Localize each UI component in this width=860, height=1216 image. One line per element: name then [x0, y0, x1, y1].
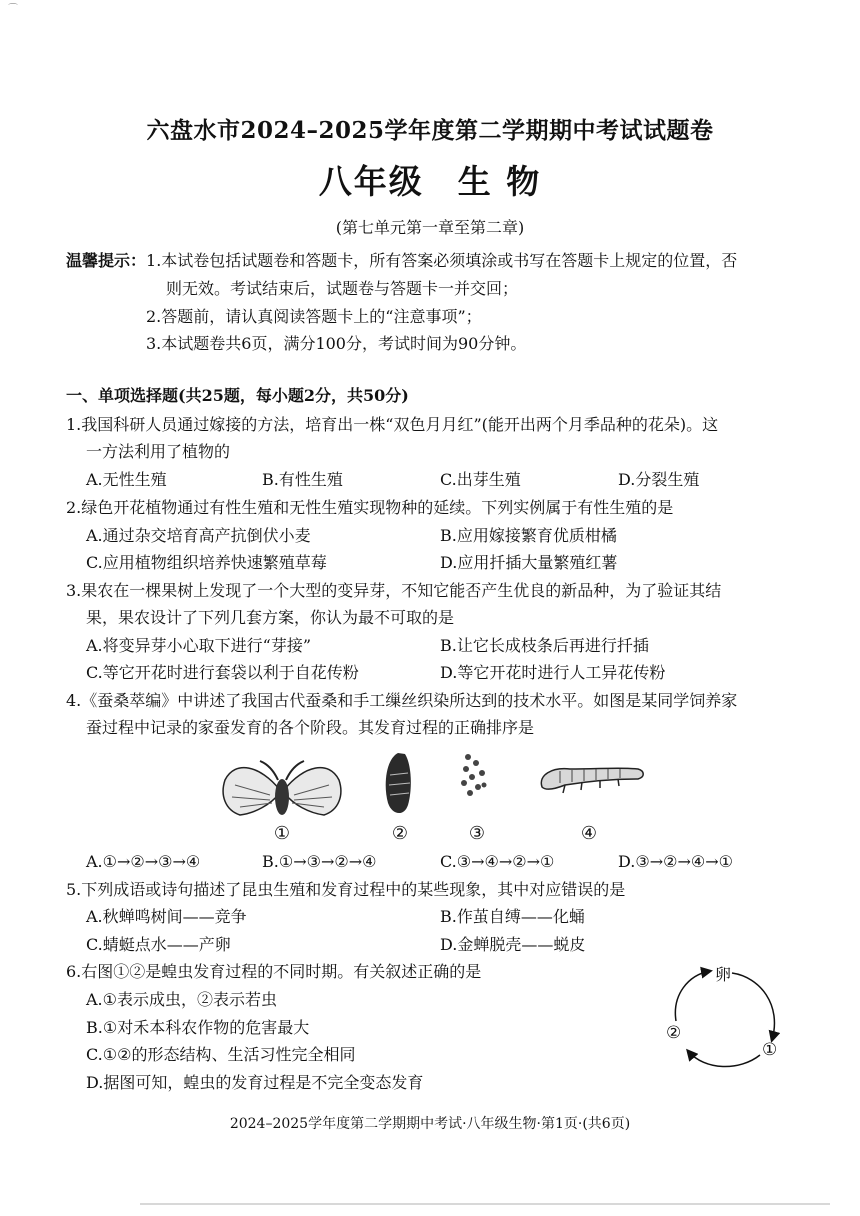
notes-item-2: 2.答题前，请认真阅读答题卡上的“注意事项”； — [146, 307, 482, 326]
arrow-1-to-2 — [688, 1051, 760, 1067]
q2-option-a: A.通过杂交培育高产抗倒伏小麦 — [86, 526, 311, 545]
q5-option-a: A.秋蝉鸣树间——竞争 — [86, 907, 247, 926]
notes-label: 温馨提示： — [66, 251, 147, 270]
grade-subject — [0, 156, 860, 203]
fig-label-1: ① — [273, 823, 291, 844]
notes-item-1a: 1.本试卷包括试题卷和答题卡，所有答案必须填涂或书写在答题卡上规定的位置，否 — [146, 251, 738, 270]
q4-option-c: C.③→④→②→① — [440, 852, 555, 871]
q5-option-b: B.作茧自缚——化蛹 — [440, 907, 585, 926]
q1-option-b: B.有性生殖 — [262, 470, 343, 489]
q4-stem-a: 4.《蚕桑萃编》中讲述了我国古代蚕桑和手工缫丝织染所达到的技术水平。如图是某同学饲养家 — [66, 691, 738, 710]
fig-label-3: ③ — [468, 823, 486, 844]
section-heading: 一、单项选择题(共25题，每小题2分，共50分) — [66, 386, 409, 405]
q5-option-d: D.金蝉脱壳——蜕皮 — [440, 935, 586, 954]
q2-option-c: C.应用植物组织培养快速繁殖草莓 — [86, 553, 327, 572]
arrow-egg-to-1 — [732, 973, 774, 1040]
q3-stem-a: 3.果农在一棵果树上发现了一个大型的变异芽，不知它能否产生优良的新品种，为了验证其结 — [66, 581, 722, 600]
q6-stem: 6.右图①②是蝗虫发育过程的不同时期。有关叙述正确的是 — [66, 962, 482, 981]
q1-stem-b: 一方法利用了植物的 — [86, 442, 231, 461]
q5-option-c: C.蜻蜓点水——产卵 — [86, 935, 231, 954]
q3-option-a: A.将变异芽小心取下进行“芽接” — [86, 636, 312, 655]
bottom-divider — [140, 1203, 830, 1205]
notes-line-1 — [66, 251, 737, 271]
q3-stem-b: 果，果农设计了下列几套方案，你认为最不可取的是 — [86, 608, 455, 627]
q5-stem: 5.下列成语或诗句描述了昆虫生殖和发育过程中的某些现象，其中对应错误的是 — [66, 880, 626, 899]
cycle-egg-label: 卵 — [715, 965, 732, 984]
notes-item-1b: 则无效。考试结束后，试题卷与答题卡一并交回； — [166, 279, 519, 298]
grade-label: 八年级 — [318, 162, 424, 201]
fig-label-2: ② — [391, 823, 409, 844]
q1-option-a: A.无性生殖 — [86, 470, 167, 489]
q2-stem: 2.绿色开花植物通过有性生殖和无性生殖实现物种的延续。下列实例属于有性生殖的是 — [66, 498, 674, 517]
q4-option-a: A.①→②→③→④ — [86, 852, 201, 871]
larva-illustration — [541, 768, 643, 793]
eggs-illustration — [461, 754, 487, 796]
q1-stem-a: 1.我国科研人员通过嫁接的方法，培育出一株“双色月月红”(能开出两个月季品种的花朵)。这 — [66, 415, 719, 434]
q3-option-b: B.让它长成枝条后再进行扦插 — [440, 636, 649, 655]
q6-option-a: A.①表示成虫，②表示若虫 — [86, 990, 277, 1009]
silkworm-stages-figure — [220, 745, 650, 825]
q2-option-d: D.应用扦插大量繁殖红薯 — [440, 553, 618, 572]
cycle-stage-1-label: ① — [762, 1040, 778, 1060]
q4-option-b: B.①→③→②→④ — [262, 852, 377, 871]
q6-option-b: B.①对禾本科农作物的危害最大 — [86, 1018, 310, 1037]
fig-label-4: ④ — [580, 823, 598, 844]
q1-option-d: D.分裂生殖 — [618, 470, 700, 489]
corner-mark: ⌒ — [8, 4, 18, 15]
q6-option-c: C.①②的形态结构、生活习性完全相同 — [86, 1045, 356, 1064]
q2-option-b: B.应用嫁接繁育优质柑橘 — [440, 526, 617, 545]
moth-illustration — [223, 761, 341, 815]
q3-option-d: D.等它开花时进行人工异花传粉 — [440, 663, 666, 682]
subject-label: 生 物 — [457, 162, 542, 201]
pupa-illustration — [386, 753, 411, 813]
q1-option-c: C.出芽生殖 — [440, 470, 521, 489]
exam-scope: (第七单元第一章至第二章) — [335, 218, 525, 237]
arrow-2-to-egg — [675, 971, 710, 1021]
q4-option-d: D.③→②→④→① — [618, 852, 733, 871]
q4-stem-b: 蚕过程中记录的家蚕发育的各个阶段。其发育过程的正确排序是 — [86, 718, 535, 737]
q6-option-d: D.据图可知，蝗虫的发育过程是不完全变态发育 — [86, 1073, 424, 1092]
cycle-stage-2-label: ② — [666, 1023, 682, 1043]
q3-option-c: C.等它开花时进行套袋以利于自花传粉 — [86, 663, 359, 682]
notes-item-3: 3.本试题卷共6页，满分100分，考试时间为90分钟。 — [146, 334, 527, 353]
exam-title: 六盘水市2024–2025学年度第二学期期中考试试题卷 — [146, 117, 714, 144]
page-footer: 2024–2025学年度第二学期期中考试·八年级生物·第1页·(共6页) — [229, 1116, 631, 1132]
